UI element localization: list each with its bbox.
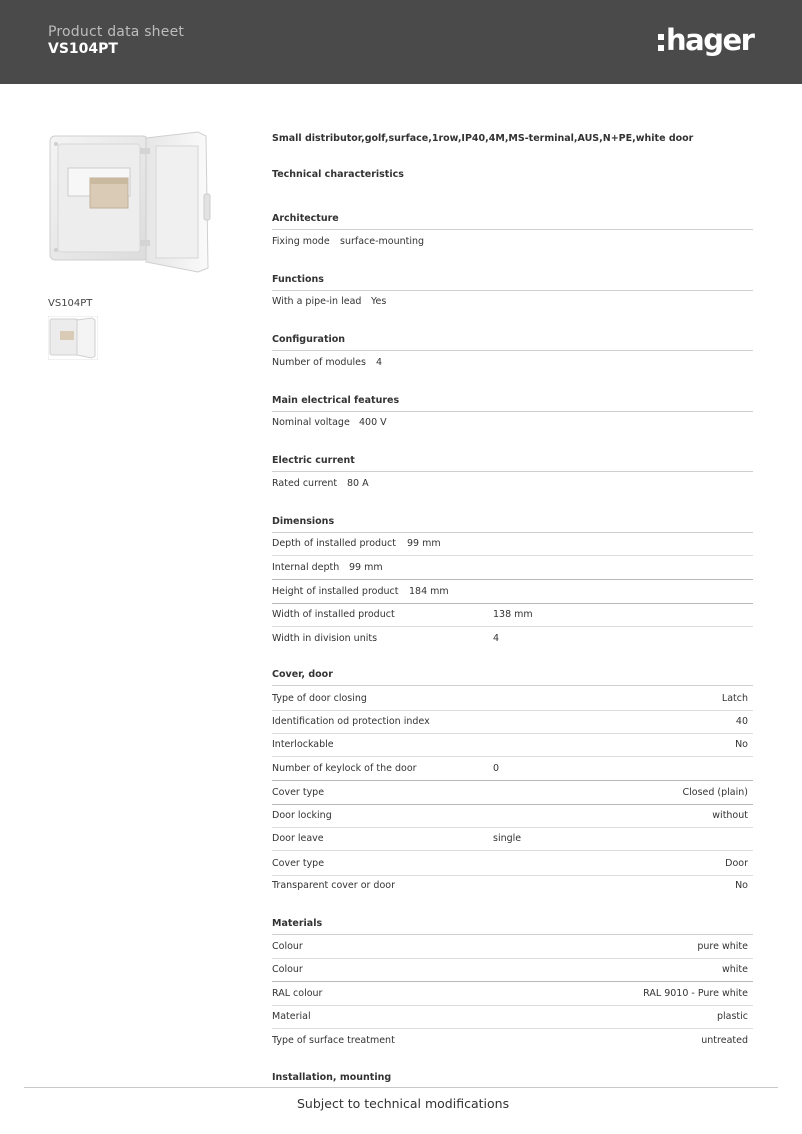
product-reference: VS104PT [48, 298, 93, 309]
spec-label: Rated current [272, 478, 338, 489]
spec-value: 40 [735, 716, 748, 727]
spec-value: single [493, 833, 522, 844]
spec-label: Width in division units [272, 633, 378, 644]
spec-row [272, 782, 753, 805]
spec-label: Type of door closing [272, 693, 367, 704]
spec-value: 138 mm [493, 609, 533, 620]
section-architecture-title: Architecture [272, 212, 753, 230]
spec-row [272, 758, 753, 781]
spec-value: 0 [493, 763, 500, 774]
spec-value: No [735, 739, 748, 750]
spec-row [272, 533, 753, 556]
spec-value: pure white [697, 941, 748, 952]
spec-row [272, 291, 753, 314]
spec-label: Identification od protection index [272, 716, 430, 727]
spec-label: Colour [272, 941, 303, 952]
spec-row [272, 352, 753, 375]
spec-label: Number of keylock of the door [272, 763, 417, 774]
spec-label: Type of surface treatment [272, 1035, 395, 1046]
section-cover-door-title: Cover, door [272, 668, 753, 686]
footer-divider [24, 1087, 778, 1088]
document-type: Product data sheet [48, 24, 185, 40]
product-description: Small distributor,golf,surface,1row,IP40,4M,MS-terminal,AUS,N+PE,white door [272, 133, 694, 144]
spec-value: plastic [716, 1011, 748, 1022]
spec-label: Height of installed product [272, 586, 399, 597]
spec-label: Internal depth [272, 562, 340, 573]
spec-row [272, 581, 753, 604]
spec-value: surface-mounting [340, 236, 425, 247]
spec-row [272, 1006, 753, 1029]
product-image [48, 128, 212, 274]
spec-row [272, 604, 753, 627]
footer-note: Subject to technical modifications [297, 1096, 510, 1111]
spec-row [272, 936, 753, 959]
spec-value: RAL 9010 - Pure white [643, 988, 748, 999]
spec-label: Colour [272, 964, 303, 975]
spec-label: Fixing mode [272, 236, 330, 247]
spec-value: untreated [701, 1035, 748, 1046]
spec-value: 4 [493, 633, 500, 644]
spec-label: With a pipe-in lead [272, 296, 362, 307]
spec-value: without [712, 810, 748, 821]
hager-logo [658, 23, 758, 59]
header-bar [0, 0, 802, 84]
spec-value: Yes [371, 296, 387, 307]
spec-label: Cover type [272, 858, 325, 869]
spec-row [272, 805, 753, 828]
spec-label: Transparent cover or door [272, 880, 395, 891]
spec-label: Interlockable [272, 739, 334, 750]
technical-characteristics-heading: Technical characteristics [272, 169, 404, 180]
spec-row [272, 828, 753, 851]
logo-dots-icon [658, 34, 664, 56]
spec-row [272, 412, 753, 435]
spec-row [272, 231, 753, 254]
spec-row [272, 959, 753, 982]
section-materials-title: Materials [272, 917, 753, 935]
spec-label: Cover type [272, 787, 325, 798]
spec-value: 4 [376, 357, 383, 368]
logo-wordmark: hager [666, 23, 754, 57]
section-functions-title: Functions [272, 273, 753, 291]
section-configuration-title: Configuration [272, 333, 753, 351]
spec-row [272, 875, 753, 898]
spec-value: white [722, 964, 748, 975]
section-main-electrical-title: Main electrical features [272, 394, 753, 412]
spec-value: Door [725, 858, 748, 869]
spec-value: 99 mm [349, 562, 383, 573]
spec-row [272, 628, 753, 651]
spec-label: RAL colour [272, 988, 323, 999]
spec-value: 184 mm [409, 586, 449, 597]
spec-row [272, 734, 753, 757]
spec-row [272, 557, 753, 580]
spec-row [272, 473, 753, 496]
spec-value: Closed (plain) [682, 787, 748, 798]
spec-label: Door locking [272, 810, 332, 821]
spec-row [272, 688, 753, 711]
spec-row [272, 711, 753, 734]
spec-label: Depth of installed product [272, 538, 397, 549]
section-installation-title: Installation, mounting [272, 1072, 392, 1083]
spec-label: Material [272, 1011, 311, 1022]
spec-value: Latch [721, 693, 748, 704]
spec-row [272, 983, 753, 1006]
section-dimensions-title: Dimensions [272, 515, 753, 533]
spec-value: 400 V [359, 417, 387, 428]
spec-value: 99 mm [407, 538, 441, 549]
product-code-title: VS104PT [48, 41, 118, 57]
spec-label: Door leave [272, 833, 324, 844]
spec-row [272, 1030, 753, 1053]
section-electric-current-title: Electric current [272, 454, 753, 472]
spec-label: Number of modules [272, 357, 366, 368]
product-thumbnail[interactable] [48, 316, 98, 360]
spec-label: Nominal voltage [272, 417, 350, 428]
spec-value: No [735, 880, 748, 891]
spec-value: 80 A [347, 478, 369, 489]
spec-row [272, 853, 753, 876]
spec-label: Width of installed product [272, 609, 395, 620]
